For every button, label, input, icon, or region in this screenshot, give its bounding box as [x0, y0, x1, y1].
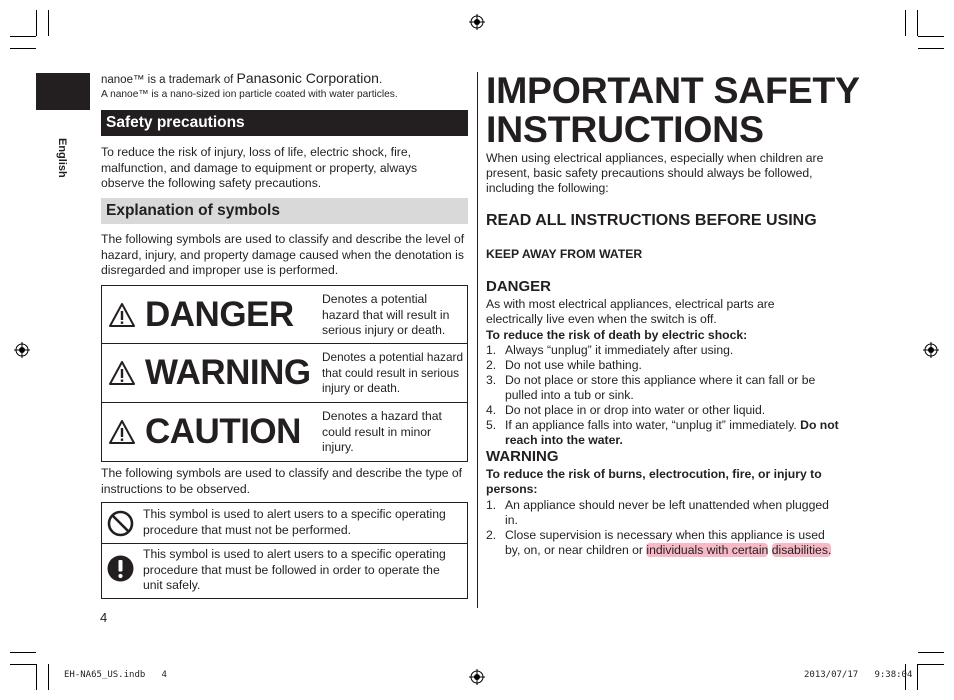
list-item: [486, 358, 851, 373]
crop-mark: [10, 664, 36, 665]
trademark-description: A nanoe™ is a nano-sized ion particle coated with water particles.: [101, 89, 398, 100]
exclamation-icon: [107, 555, 134, 582]
caution-signal-word: CAUTION: [145, 412, 301, 451]
crop-mark: [36, 10, 37, 36]
danger-signal-word: DANGER: [145, 295, 294, 334]
list-item: [486, 373, 851, 403]
explanation-of-symbols-heading: Explanation of symbols: [101, 198, 468, 224]
crop-mark: [918, 664, 944, 665]
important-safety-title: [486, 71, 860, 149]
list-number: 1.: [486, 343, 497, 357]
danger-text: As with most electrical appliances, electrical parts are electrically live even when the switch is off.: [486, 297, 775, 326]
footer-file-name: EH-NA65_US.indb 4: [64, 670, 167, 680]
list-item: [486, 528, 841, 558]
read-all-instructions-heading: READ ALL INSTRUCTIONS BEFORE USING: [486, 212, 817, 229]
registration-mark-icon: [469, 14, 485, 30]
warning-list: [486, 498, 841, 558]
symbols-intro-text: The following symbols are used to classify and describe the level of hazard, injury, and property damage caused when the denotation is disregarded and improper use is performed.: [101, 232, 465, 277]
table-divider: [102, 343, 467, 344]
danger-heading: DANGER: [486, 278, 552, 295]
list-item-text: If an appliance falls into water, “unplug it” immediately.: [505, 418, 801, 432]
trademark-prefix: nanoe™ is a trademark of: [101, 74, 237, 86]
crop-mark: [48, 664, 49, 690]
registration-mark-icon: [923, 342, 939, 358]
list-item-bold-text: Do not reach into the water.: [505, 418, 839, 447]
table-divider: [102, 402, 467, 403]
signal-word-table: [101, 285, 468, 462]
list-item-text: Always “unplug” it immediately after using.: [505, 343, 734, 357]
list-number: 2.: [486, 528, 497, 542]
crop-mark: [36, 664, 37, 690]
list-item-text: Do not use while bathing.: [505, 358, 642, 372]
trademark-company: Panasonic Corporation: [236, 70, 379, 86]
warning-triangle-icon: [108, 360, 136, 386]
warning-subheading: To reduce the risk of burns, electrocution, fire, or injury to persons:: [486, 467, 822, 496]
list-item: [486, 498, 841, 528]
table-divider: [102, 543, 467, 544]
crop-mark: [10, 36, 36, 37]
footer-timestamp: 2013/07/17 9:38:04: [804, 670, 913, 680]
registration-mark-icon: [469, 669, 485, 685]
trademark-suffix: .: [378, 74, 383, 86]
warning-heading: WARNING: [486, 448, 559, 465]
warning-signal-word: WARNING: [145, 353, 311, 392]
trademark-notice: [101, 71, 471, 101]
crop-mark: [917, 10, 918, 36]
crop-mark: [10, 48, 36, 49]
warning-signal-description: Denotes a potential hazard that could result in serious injury or death.: [322, 350, 464, 395]
safety-precautions-heading: Safety precautions: [101, 110, 468, 136]
caution-signal-description: Denotes a hazard that could result in minor injury.: [322, 409, 442, 454]
registration-mark-icon: [14, 342, 30, 358]
highlighted-text: individuals with certain: [646, 543, 769, 557]
safety-intro-text: When using electrical appliances, especially when children are present, basic safety precautions should always be followed, including the following:: [486, 151, 824, 195]
list-item-text: Close supervision is necessary when this appliance is used by, on, or near children or: [505, 528, 825, 557]
prohibition-icon: [107, 510, 134, 537]
crop-mark: [918, 652, 944, 653]
warning-triangle-icon: [108, 419, 136, 445]
instruction-symbol-table: [101, 502, 468, 599]
crop-mark: [10, 652, 36, 653]
list-number: 1.: [486, 498, 497, 512]
crop-mark: [918, 48, 944, 49]
list-number: 3.: [486, 373, 497, 387]
crop-mark: [48, 10, 49, 36]
title-line-2: INSTRUCTIONS: [486, 108, 764, 150]
crop-mark: [905, 10, 906, 36]
list-number: 2.: [486, 358, 497, 372]
highlighted-text: disabilities.: [771, 543, 832, 557]
language-tab: [36, 73, 90, 110]
types-intro-text: The following symbols are used to classify and describe the type of instructions to be observed.: [101, 466, 463, 496]
keep-away-from-water-heading: KEEP AWAY FROM WATER: [486, 247, 643, 261]
list-number: 5.: [486, 418, 497, 432]
safety-precautions-text: To reduce the risk of injury, loss of life, electric shock, fire, malfunction, and damage to equipment or property, always observe the following safety precautions.: [101, 145, 418, 190]
warning-triangle-icon: [108, 302, 136, 328]
danger-subheading: To reduce the risk of death by electric shock:: [486, 328, 748, 342]
list-item-text: An appliance should never be left unattended when plugged in.: [505, 498, 829, 527]
crop-mark: [917, 664, 918, 690]
crop-mark: [918, 36, 944, 37]
danger-list: [486, 343, 851, 448]
list-item: [486, 343, 851, 358]
prohibition-description: This symbol is used to alert users to a specific operating procedure that must not be performed.: [143, 507, 446, 537]
list-item-text: Do not place or store this appliance where it can fall or be pulled into a tub or sink.: [505, 373, 816, 402]
title-line-1: IMPORTANT SAFETY: [486, 69, 860, 111]
mandatory-description: This symbol is used to alert users to a specific operating procedure that must be followed in order to operate the unit safely.: [143, 547, 446, 592]
list-item-text: Do not place in or drop into water or other liquid.: [505, 403, 766, 417]
danger-signal-description: Denotes a potential hazard that will result in serious injury or death.: [322, 292, 450, 337]
column-divider: [477, 72, 478, 608]
list-item: [486, 418, 851, 448]
page-number: 4: [100, 610, 108, 625]
list-item: [486, 403, 851, 418]
language-label: English: [56, 138, 68, 178]
list-number: 4.: [486, 403, 497, 417]
